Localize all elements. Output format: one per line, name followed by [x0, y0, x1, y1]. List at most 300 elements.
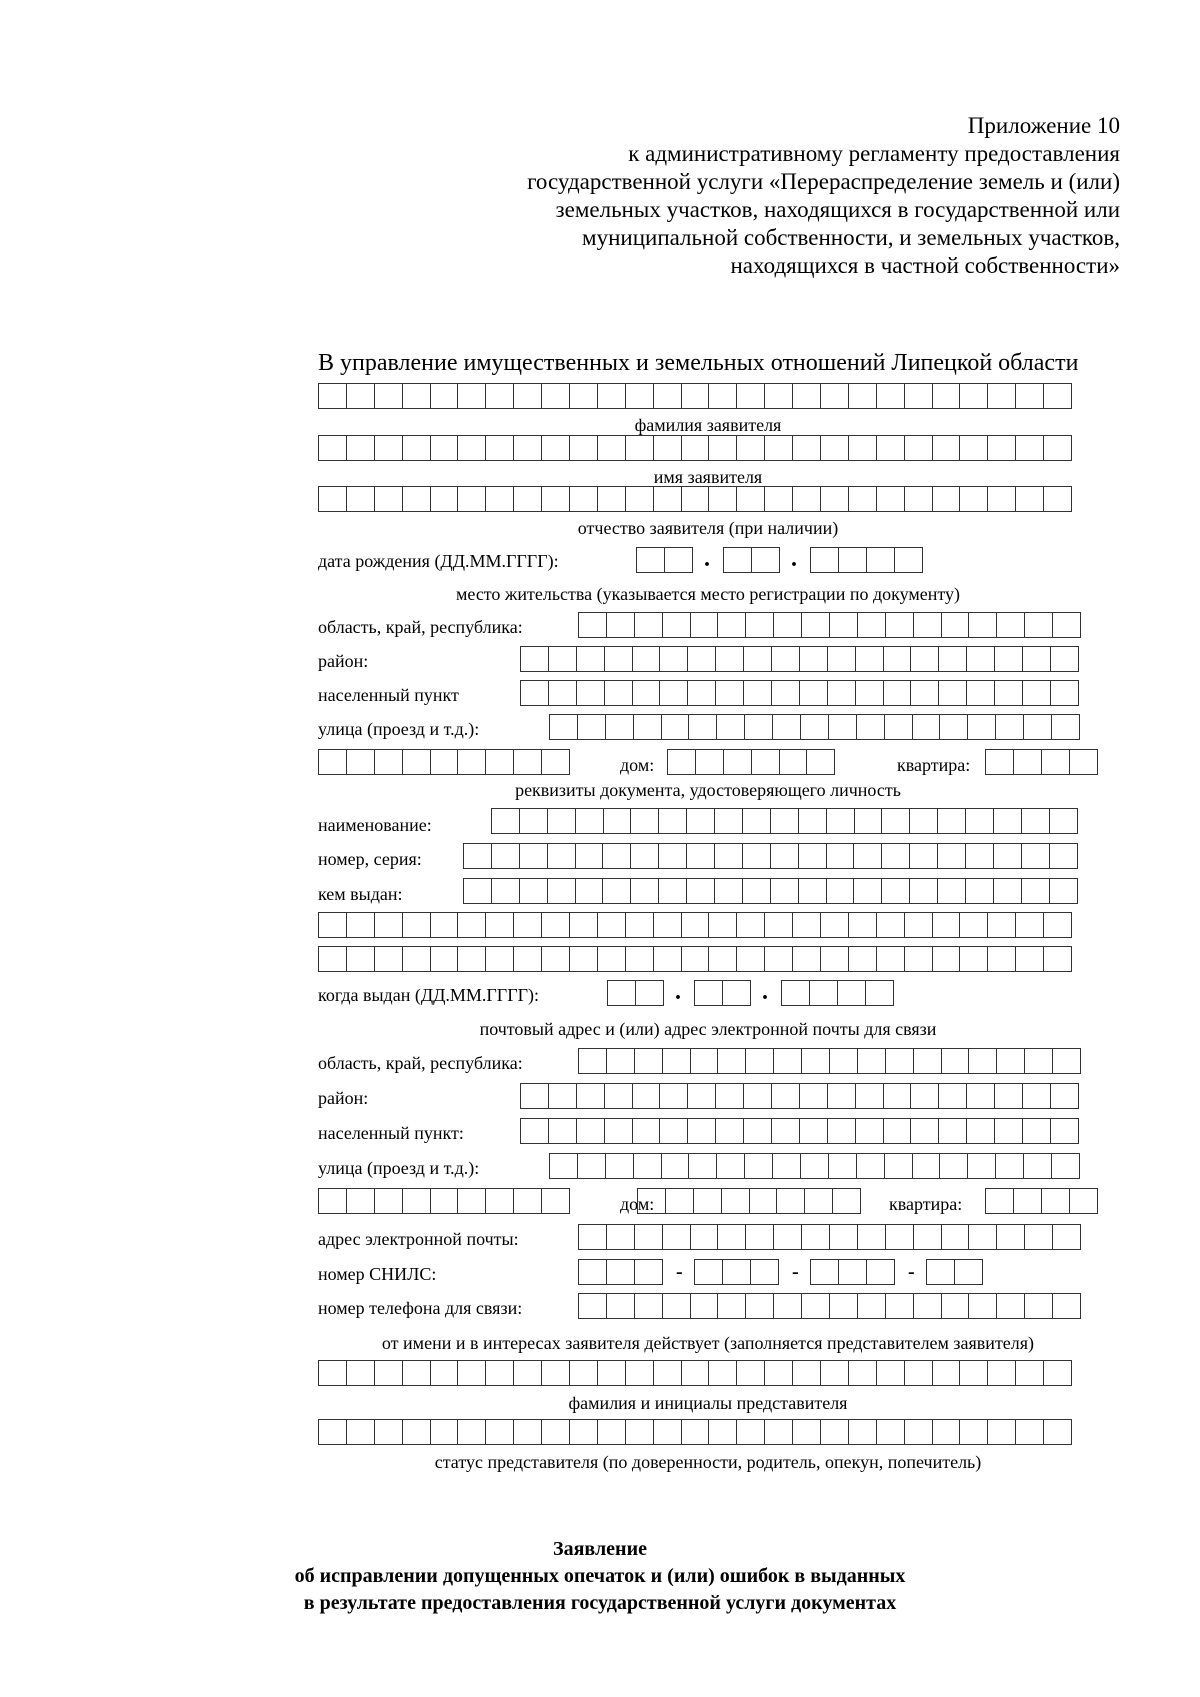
char-cell[interactable]: [736, 435, 765, 461]
char-cell[interactable]: [402, 946, 431, 972]
char-cell[interactable]: [1015, 1360, 1044, 1386]
char-cell[interactable]: [457, 1419, 486, 1445]
char-cell[interactable]: [318, 383, 347, 409]
char-cell[interactable]: [576, 1083, 605, 1109]
char-cell[interactable]: [764, 912, 793, 938]
char-cell[interactable]: [827, 680, 856, 706]
char-cell[interactable]: [798, 878, 827, 904]
char-cell[interactable]: [745, 1048, 774, 1074]
char-cell[interactable]: [967, 1153, 996, 1179]
char-cell[interactable]: [1043, 912, 1072, 938]
char-cell[interactable]: [630, 843, 659, 869]
char-cell[interactable]: [513, 1360, 542, 1386]
char-cell[interactable]: [910, 1118, 939, 1144]
char-cell[interactable]: [457, 435, 486, 461]
char-cell[interactable]: [625, 383, 654, 409]
char-cell[interactable]: [597, 946, 626, 972]
char-cell[interactable]: [987, 486, 1016, 512]
char-cell[interactable]: [828, 714, 857, 740]
char-cell[interactable]: [708, 383, 737, 409]
char-cell[interactable]: [653, 946, 682, 972]
char-cell[interactable]: [605, 1153, 634, 1179]
char-cell[interactable]: [463, 843, 492, 869]
char-cell[interactable]: [485, 946, 514, 972]
char-cell[interactable]: [519, 878, 548, 904]
char-cell[interactable]: [715, 1083, 744, 1109]
char-cell[interactable]: [653, 486, 682, 512]
char-cell[interactable]: [913, 1293, 942, 1319]
char-cell[interactable]: [1022, 1118, 1051, 1144]
char-cell[interactable]: [1069, 1188, 1098, 1214]
char-cell[interactable]: [987, 946, 1016, 972]
char-cell[interactable]: [1043, 1419, 1072, 1445]
char-cell[interactable]: [374, 912, 403, 938]
char-cell[interactable]: [820, 383, 849, 409]
char-cell[interactable]: [519, 808, 548, 834]
char-cell[interactable]: [883, 1083, 912, 1109]
char-cell[interactable]: [792, 946, 821, 972]
char-cell[interactable]: [520, 1118, 549, 1144]
char-cell[interactable]: [346, 946, 375, 972]
char-cell[interactable]: [661, 1153, 690, 1179]
birth-month-field[interactable]: [723, 547, 780, 573]
char-cell[interactable]: [1052, 612, 1081, 638]
char-cell[interactable]: [708, 1419, 737, 1445]
char-cell[interactable]: [854, 808, 883, 834]
char-cell[interactable]: [662, 1293, 691, 1319]
char-cell[interactable]: [932, 486, 961, 512]
char-cell[interactable]: [430, 1419, 459, 1445]
char-cell[interactable]: [913, 1048, 942, 1074]
char-cell[interactable]: [848, 946, 877, 972]
char-cell[interactable]: [764, 486, 793, 512]
char-cell[interactable]: [717, 1293, 746, 1319]
char-cell[interactable]: [801, 1224, 830, 1250]
char-cell[interactable]: [318, 912, 347, 938]
char-cell[interactable]: [1043, 383, 1072, 409]
char-cell[interactable]: [745, 1224, 774, 1250]
char-cell[interactable]: [937, 843, 966, 869]
char-cell[interactable]: [993, 878, 1022, 904]
char-cell[interactable]: [1021, 843, 1050, 869]
char-cell[interactable]: [577, 1153, 606, 1179]
char-cell[interactable]: [374, 1188, 403, 1214]
char-cell[interactable]: [602, 843, 631, 869]
char-cell[interactable]: [994, 1083, 1023, 1109]
char-cell[interactable]: [513, 1188, 542, 1214]
doc-number-field[interactable]: [463, 843, 1078, 869]
char-cell[interactable]: [346, 383, 375, 409]
char-cell[interactable]: [939, 714, 968, 740]
char-cell[interactable]: [513, 749, 542, 775]
char-cell[interactable]: [708, 1360, 737, 1386]
char-cell[interactable]: [659, 646, 688, 672]
char-cell[interactable]: [987, 435, 1016, 461]
char-cell[interactable]: [876, 946, 905, 972]
char-cell[interactable]: [659, 680, 688, 706]
char-cell[interactable]: [402, 749, 431, 775]
char-cell[interactable]: [866, 1259, 895, 1285]
char-cell[interactable]: [457, 1360, 486, 1386]
char-cell[interactable]: [665, 1188, 694, 1214]
char-cell[interactable]: [904, 435, 933, 461]
char-cell[interactable]: [792, 1360, 821, 1386]
char-cell[interactable]: [519, 843, 548, 869]
char-cell[interactable]: [764, 1419, 793, 1445]
char-cell[interactable]: [513, 486, 542, 512]
char-cell[interactable]: [1024, 1293, 1053, 1319]
char-cell[interactable]: [604, 1083, 633, 1109]
char-cell[interactable]: [1023, 714, 1052, 740]
char-cell[interactable]: [1051, 1153, 1080, 1179]
char-cell[interactable]: [938, 680, 967, 706]
char-cell[interactable]: [848, 383, 877, 409]
char-cell[interactable]: [1021, 808, 1050, 834]
char-cell[interactable]: [658, 843, 687, 869]
char-cell[interactable]: [876, 1419, 905, 1445]
char-cell[interactable]: [695, 749, 724, 775]
name-field[interactable]: [318, 435, 1072, 461]
char-cell[interactable]: [848, 1419, 877, 1445]
char-cell[interactable]: [634, 1293, 663, 1319]
char-cell[interactable]: [513, 435, 542, 461]
char-cell[interactable]: [751, 749, 780, 775]
char-cell[interactable]: [829, 612, 858, 638]
char-cell[interactable]: [491, 808, 520, 834]
char-cell[interactable]: [941, 1293, 970, 1319]
char-cell[interactable]: [606, 612, 635, 638]
char-cell[interactable]: [717, 1224, 746, 1250]
char-cell[interactable]: [995, 1153, 1024, 1179]
char-cell[interactable]: [801, 1293, 830, 1319]
char-cell[interactable]: [764, 1360, 793, 1386]
char-cell[interactable]: [838, 547, 867, 573]
char-cell[interactable]: [603, 808, 632, 834]
char-cell[interactable]: [827, 1083, 856, 1109]
char-cell[interactable]: [606, 1048, 635, 1074]
snils-part3-field[interactable]: [810, 1259, 895, 1285]
char-cell[interactable]: [625, 1360, 654, 1386]
char-cell[interactable]: [635, 980, 664, 1006]
char-cell[interactable]: [318, 946, 347, 972]
char-cell[interactable]: [736, 912, 765, 938]
char-cell[interactable]: [792, 383, 821, 409]
char-cell[interactable]: [715, 646, 744, 672]
char-cell[interactable]: [885, 1048, 914, 1074]
char-cell[interactable]: [1013, 1188, 1042, 1214]
district-field[interactable]: [520, 646, 1079, 672]
char-cell[interactable]: [604, 1118, 633, 1144]
char-cell[interactable]: [374, 486, 403, 512]
char-cell[interactable]: [954, 1259, 983, 1285]
char-cell[interactable]: [1015, 912, 1044, 938]
char-cell[interactable]: [799, 1118, 828, 1144]
char-cell[interactable]: [636, 547, 665, 573]
char-cell[interactable]: [876, 912, 905, 938]
char-cell[interactable]: [932, 946, 961, 972]
char-cell[interactable]: [662, 612, 691, 638]
char-cell[interactable]: [597, 383, 626, 409]
char-cell[interactable]: [826, 843, 855, 869]
char-cell[interactable]: [664, 547, 693, 573]
char-cell[interactable]: [694, 1259, 723, 1285]
char-cell[interactable]: [810, 547, 839, 573]
char-cell[interactable]: [318, 486, 347, 512]
postal-settlement-field[interactable]: [520, 1118, 1079, 1144]
char-cell[interactable]: [687, 646, 716, 672]
char-cell[interactable]: [457, 946, 486, 972]
char-cell[interactable]: [938, 1083, 967, 1109]
char-cell[interactable]: [577, 714, 606, 740]
char-cell[interactable]: [857, 1048, 886, 1074]
char-cell[interactable]: [1021, 878, 1050, 904]
email-field[interactable]: [578, 1224, 1081, 1250]
char-cell[interactable]: [965, 843, 994, 869]
apartment-field[interactable]: [985, 749, 1098, 775]
char-cell[interactable]: [883, 680, 912, 706]
char-cell[interactable]: [548, 1083, 577, 1109]
char-cell[interactable]: [736, 486, 765, 512]
char-cell[interactable]: [681, 383, 710, 409]
char-cell[interactable]: [541, 383, 570, 409]
char-cell[interactable]: [690, 1224, 719, 1250]
char-cell[interactable]: [653, 435, 682, 461]
char-cell[interactable]: [569, 912, 598, 938]
char-cell[interactable]: [721, 1188, 750, 1214]
char-cell[interactable]: [625, 946, 654, 972]
char-cell[interactable]: [937, 808, 966, 834]
char-cell[interactable]: [690, 1048, 719, 1074]
char-cell[interactable]: [799, 680, 828, 706]
snils-part2-field[interactable]: [694, 1259, 779, 1285]
char-cell[interactable]: [1069, 749, 1098, 775]
char-cell[interactable]: [716, 714, 745, 740]
char-cell[interactable]: [820, 912, 849, 938]
char-cell[interactable]: [996, 1048, 1025, 1074]
char-cell[interactable]: [606, 1293, 635, 1319]
char-cell[interactable]: [743, 1118, 772, 1144]
char-cell[interactable]: [630, 878, 659, 904]
char-cell[interactable]: [714, 808, 743, 834]
char-cell[interactable]: [688, 1153, 717, 1179]
char-cell[interactable]: [402, 912, 431, 938]
char-cell[interactable]: [485, 383, 514, 409]
char-cell[interactable]: [694, 980, 723, 1006]
char-cell[interactable]: [993, 843, 1022, 869]
char-cell[interactable]: [374, 435, 403, 461]
char-cell[interactable]: [633, 1153, 662, 1179]
char-cell[interactable]: [541, 946, 570, 972]
char-cell[interactable]: [714, 878, 743, 904]
char-cell[interactable]: [881, 878, 910, 904]
char-cell[interactable]: [1023, 1153, 1052, 1179]
char-cell[interactable]: [866, 547, 895, 573]
char-cell[interactable]: [764, 946, 793, 972]
char-cell[interactable]: [1024, 1048, 1053, 1074]
char-cell[interactable]: [994, 646, 1023, 672]
char-cell[interactable]: [606, 1259, 635, 1285]
char-cell[interactable]: [485, 912, 514, 938]
char-cell[interactable]: [430, 1188, 459, 1214]
char-cell[interactable]: [541, 486, 570, 512]
char-cell[interactable]: [1024, 1224, 1053, 1250]
char-cell[interactable]: [630, 808, 659, 834]
char-cell[interactable]: [1050, 1083, 1079, 1109]
char-cell[interactable]: [548, 1118, 577, 1144]
char-cell[interactable]: [799, 646, 828, 672]
char-cell[interactable]: [634, 1224, 663, 1250]
char-cell[interactable]: [402, 383, 431, 409]
char-cell[interactable]: [885, 1224, 914, 1250]
char-cell[interactable]: [634, 1048, 663, 1074]
char-cell[interactable]: [939, 1153, 968, 1179]
char-cell[interactable]: [987, 1360, 1016, 1386]
char-cell[interactable]: [662, 1224, 691, 1250]
char-cell[interactable]: [457, 486, 486, 512]
char-cell[interactable]: [402, 486, 431, 512]
char-cell[interactable]: [809, 980, 838, 1006]
char-cell[interactable]: [855, 646, 884, 672]
char-cell[interactable]: [346, 1419, 375, 1445]
settlement-field[interactable]: [520, 680, 1079, 706]
char-cell[interactable]: [876, 383, 905, 409]
char-cell[interactable]: [987, 383, 1016, 409]
char-cell[interactable]: [771, 1083, 800, 1109]
char-cell[interactable]: [820, 946, 849, 972]
char-cell[interactable]: [856, 1153, 885, 1179]
char-cell[interactable]: [820, 1419, 849, 1445]
char-cell[interactable]: [848, 912, 877, 938]
char-cell[interactable]: [820, 1360, 849, 1386]
char-cell[interactable]: [995, 714, 1024, 740]
char-cell[interactable]: [792, 1419, 821, 1445]
char-cell[interactable]: [681, 435, 710, 461]
char-cell[interactable]: [742, 808, 771, 834]
postal-house-field[interactable]: [637, 1188, 861, 1214]
char-cell[interactable]: [513, 383, 542, 409]
issue-month-field[interactable]: [694, 980, 751, 1006]
char-cell[interactable]: [693, 1188, 722, 1214]
char-cell[interactable]: [913, 612, 942, 638]
char-cell[interactable]: [770, 808, 799, 834]
char-cell[interactable]: [770, 843, 799, 869]
char-cell[interactable]: [346, 912, 375, 938]
char-cell[interactable]: [402, 1419, 431, 1445]
char-cell[interactable]: [690, 612, 719, 638]
char-cell[interactable]: [346, 1188, 375, 1214]
char-cell[interactable]: [457, 383, 486, 409]
char-cell[interactable]: [541, 912, 570, 938]
char-cell[interactable]: [894, 547, 923, 573]
char-cell[interactable]: [653, 912, 682, 938]
char-cell[interactable]: [744, 714, 773, 740]
char-cell[interactable]: [569, 946, 598, 972]
char-cell[interactable]: [857, 1224, 886, 1250]
issued-by-continued-field[interactable]: [318, 912, 1072, 938]
char-cell[interactable]: [820, 435, 849, 461]
char-cell[interactable]: [662, 1048, 691, 1074]
char-cell[interactable]: [959, 435, 988, 461]
char-cell[interactable]: [792, 486, 821, 512]
char-cell[interactable]: [856, 714, 885, 740]
char-cell[interactable]: [602, 878, 631, 904]
char-cell[interactable]: [374, 946, 403, 972]
char-cell[interactable]: [681, 486, 710, 512]
char-cell[interactable]: [806, 749, 835, 775]
char-cell[interactable]: [717, 1048, 746, 1074]
char-cell[interactable]: [513, 1419, 542, 1445]
char-cell[interactable]: [346, 749, 375, 775]
char-cell[interactable]: [909, 843, 938, 869]
char-cell[interactable]: [715, 680, 744, 706]
char-cell[interactable]: [820, 486, 849, 512]
char-cell[interactable]: [966, 680, 995, 706]
char-cell[interactable]: [625, 912, 654, 938]
char-cell[interactable]: [772, 714, 801, 740]
char-cell[interactable]: [804, 1188, 833, 1214]
postal-street-continued-field[interactable]: [318, 1188, 570, 1214]
char-cell[interactable]: [779, 749, 808, 775]
char-cell[interactable]: [968, 612, 997, 638]
char-cell[interactable]: [1052, 1048, 1081, 1074]
char-cell[interactable]: [773, 1224, 802, 1250]
char-cell[interactable]: [798, 808, 827, 834]
issue-day-field[interactable]: [607, 980, 664, 1006]
char-cell[interactable]: [374, 383, 403, 409]
char-cell[interactable]: [798, 843, 827, 869]
phone-field[interactable]: [578, 1293, 1081, 1319]
char-cell[interactable]: [491, 878, 520, 904]
char-cell[interactable]: [966, 1083, 995, 1109]
char-cell[interactable]: [632, 646, 661, 672]
house-field[interactable]: [667, 749, 835, 775]
char-cell[interactable]: [569, 1360, 598, 1386]
char-cell[interactable]: [1022, 646, 1051, 672]
char-cell[interactable]: [402, 1360, 431, 1386]
representative-name-field[interactable]: [318, 1360, 1072, 1386]
char-cell[interactable]: [749, 1188, 778, 1214]
char-cell[interactable]: [708, 435, 737, 461]
char-cell[interactable]: [996, 1293, 1025, 1319]
char-cell[interactable]: [485, 1360, 514, 1386]
char-cell[interactable]: [910, 680, 939, 706]
char-cell[interactable]: [771, 680, 800, 706]
char-cell[interactable]: [855, 1083, 884, 1109]
birth-year-field[interactable]: [810, 547, 923, 573]
char-cell[interactable]: [937, 878, 966, 904]
char-cell[interactable]: [318, 749, 347, 775]
char-cell[interactable]: [1015, 946, 1044, 972]
char-cell[interactable]: [463, 878, 492, 904]
char-cell[interactable]: [485, 486, 514, 512]
char-cell[interactable]: [904, 383, 933, 409]
char-cell[interactable]: [547, 878, 576, 904]
char-cell[interactable]: [374, 749, 403, 775]
char-cell[interactable]: [632, 1118, 661, 1144]
char-cell[interactable]: [605, 714, 634, 740]
char-cell[interactable]: [773, 1048, 802, 1074]
char-cell[interactable]: [575, 808, 604, 834]
char-cell[interactable]: [687, 680, 716, 706]
char-cell[interactable]: [848, 435, 877, 461]
char-cell[interactable]: [520, 646, 549, 672]
char-cell[interactable]: [578, 1259, 607, 1285]
char-cell[interactable]: [625, 1419, 654, 1445]
char-cell[interactable]: [736, 383, 765, 409]
char-cell[interactable]: [690, 1293, 719, 1319]
char-cell[interactable]: [781, 980, 810, 1006]
char-cell[interactable]: [607, 980, 636, 1006]
